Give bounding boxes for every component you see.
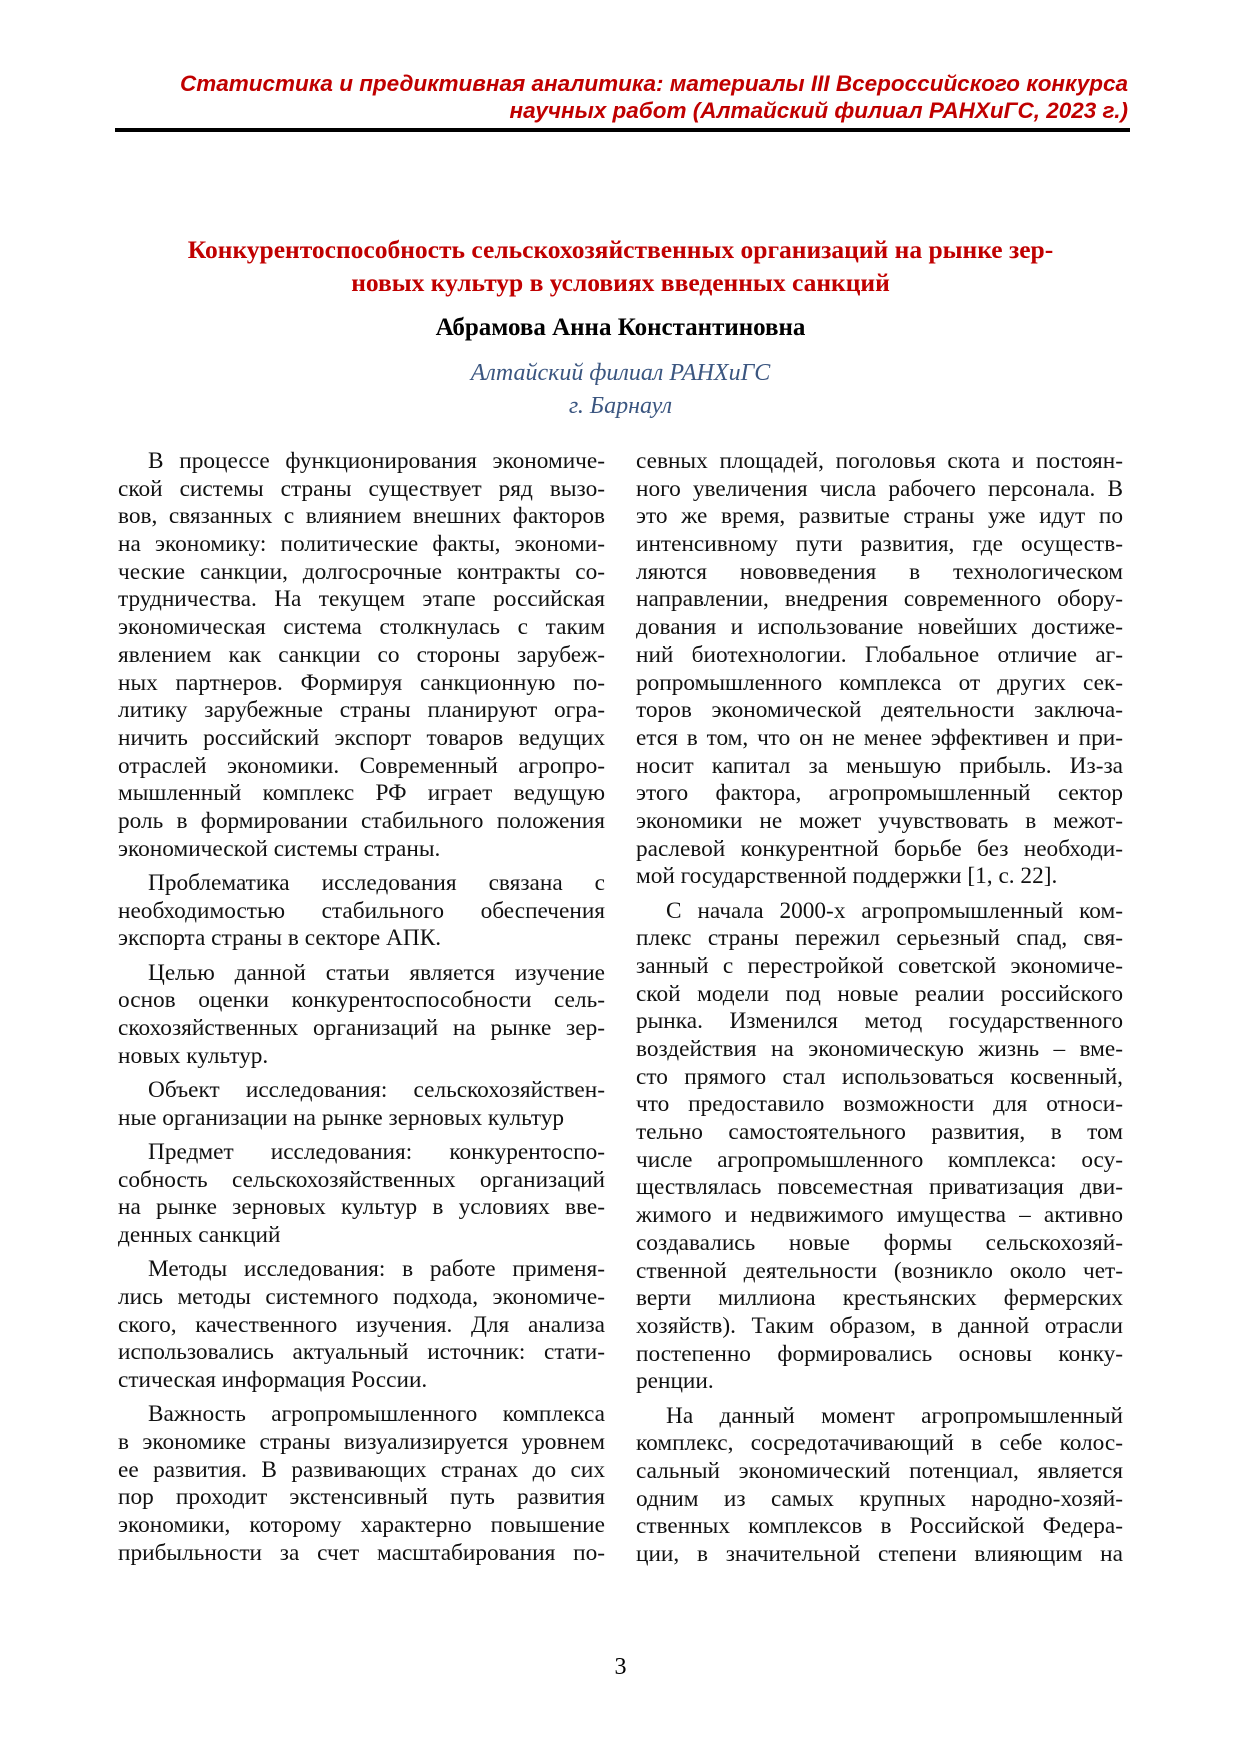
text-line: создавались новые формы сельскохозяй- [636, 1229, 1123, 1256]
text-line: ний биотехнологии. Глобальное отличие аг- [636, 641, 1123, 668]
text-line: собность сельскохозяйственных организаций [118, 1166, 605, 1193]
text-line: ществлялась повсеместная приватизация дви- [636, 1174, 1123, 1201]
text-line: трудничества. На текущем этапе российская [118, 586, 605, 613]
text-line: севных площадей, поголовья скота и постоян- [636, 448, 1123, 474]
text-line: С начала 2000-х агропромышленный ком- [666, 897, 1123, 924]
text-line: роль в формировании стабильного положения [118, 807, 605, 834]
text-line: Целью данной статьи является изучение [148, 959, 605, 986]
text-line: экономической системы страны. [118, 835, 441, 862]
article-title-line-1: Конкурентоспособность сельскохозяйственных организаций на рынке зер- [187, 235, 1054, 264]
text-line: ется в том, что он не менее эффективен и при- [636, 724, 1123, 751]
text-line: плекс страны пережил серьезный спад, свя- [636, 925, 1123, 952]
text-line: Предмет исследования: конкурентоспо- [148, 1138, 605, 1165]
text-line: что предоставило возможности для относи- [636, 1091, 1123, 1118]
text-line: на экономику: политические факты, экономи- [118, 531, 605, 558]
text-line: ственных комплексов в Российской Федера- [636, 1513, 1123, 1540]
text-line: рынка. Изменился метод государственного [636, 1008, 1123, 1035]
text-line: ного увеличения числа рабочего персонала. В [636, 475, 1123, 502]
text-line: Методы исследования: в работе применя- [148, 1256, 605, 1283]
paragraph [118, 960, 605, 1071]
paragraph [636, 448, 1123, 891]
text-line: литику зарубежные страны планируют огра- [118, 697, 605, 724]
text-line: мышленный комплекс РФ играет ведущую [118, 780, 605, 807]
text-line: Объект исследования: сельскохозяйствен- [148, 1076, 605, 1103]
text-line: ные организации на рынке зерновых культур [118, 1104, 565, 1131]
text-line: ческие санкции, долгосрочные контракты со- [118, 558, 605, 585]
text-line: ее развития. В развивающих странах до сих [118, 1456, 605, 1483]
author-name: Абрамова Анна Константиновна [435, 314, 806, 341]
text-line: На данный момент агропромышленный [666, 1402, 1123, 1429]
text-line: торов экономической деятельности заключа- [636, 697, 1123, 724]
text-line: занный с перестройкой советской экономиче- [636, 952, 1123, 979]
text-line: вов, связанных с влиянием внешних факторов [118, 503, 605, 530]
text-line: числе агропромышленного комплекса: осу- [636, 1146, 1123, 1173]
text-line: комплекс, сосредотачивающий в себе колос- [636, 1430, 1123, 1457]
text-line: постепенно формировались основы конку- [636, 1340, 1123, 1367]
text-line: В процессе функционирования экономиче- [148, 448, 605, 474]
text-line: этого фактора, агропромышленный сектор [636, 780, 1123, 807]
text-line: ничить российский экспорт товаров ведущих [118, 724, 605, 751]
paragraph [118, 870, 605, 953]
text-line: отраслей экономики. Современный агропро- [118, 752, 605, 779]
paragraph [118, 1077, 605, 1132]
body-column-right [636, 448, 1123, 1575]
text-line: на рынке зерновых культур в условиях вве- [118, 1194, 605, 1221]
text-line: Проблематика исследования связана с [148, 869, 605, 896]
paragraph [118, 1401, 605, 1567]
text-line: основ оценки конкурентоспособности сель- [118, 987, 605, 1014]
text-line: верти миллиона крестьянских фермерских [636, 1285, 1123, 1312]
text-line: денных санкций [118, 1221, 281, 1248]
text-line: ренции. [636, 1368, 714, 1395]
text-line: носит капитал за меньшую прибыль. Из-за [636, 752, 1123, 779]
affiliation: Алтайский филиал РАНХиГС [470, 360, 771, 386]
text-line: сальный экономический потенциал, является [636, 1457, 1123, 1484]
text-line: дования и использование новейших достиже- [636, 614, 1123, 641]
text-line: ции, в значительной степени влияющим на [636, 1541, 1123, 1567]
affiliation-block [0, 357, 1241, 423]
page-number: 3 [614, 1654, 627, 1680]
text-line: новых культур. [118, 1042, 269, 1069]
running-head-line-2: научных работ (Алтайский филиал РАНХиГС, 2023 г.) [509, 98, 1128, 123]
text-line: экономическая система столкнулась с таким [118, 614, 605, 641]
text-line: пор проходит экстенсивный путь развития [118, 1484, 605, 1511]
text-line: использовались актуальный источник: стати- [118, 1339, 605, 1366]
paragraph [118, 448, 605, 863]
header-rule [115, 128, 1130, 132]
text-line: Важность агропромышленного комплекса [148, 1401, 605, 1428]
city: г. Барнаул [568, 393, 673, 419]
text-line: тельно самостоятельного развития, в том [636, 1119, 1123, 1146]
text-line: необходимостью стабильного обеспечения [118, 897, 605, 924]
text-line: направлении, внедрения современного обору- [636, 586, 1123, 613]
text-line: воздействия на экономическую жизнь – вме- [636, 1036, 1123, 1063]
text-line: стическая информация России. [118, 1366, 428, 1393]
running-head-line-1: Статистика и предиктивная аналитика: материалы III Всероссийского конкурса [179, 71, 1128, 96]
text-line: экономики не может учувствовать в межот- [636, 807, 1123, 834]
text-line: скохозяйственных организаций на рынке зер- [118, 1014, 605, 1041]
text-line: ственной деятельности (возникло около чет- [636, 1257, 1123, 1284]
text-line: это же время, развитые страны уже идут по [636, 503, 1123, 530]
text-line: явлением как санкции со стороны зарубеж- [118, 641, 605, 668]
text-line: экспорта страны в секторе АПК. [118, 925, 442, 952]
text-line: ской системы страны существует ряд вызо- [118, 475, 605, 502]
text-line: экономики, которому характерно повышение [118, 1512, 605, 1538]
paragraph [118, 1256, 605, 1394]
running-head [115, 70, 1128, 124]
article-title-line-2: новых культур в условиях введенных санкций [351, 268, 890, 297]
text-line: ных партнеров. Формируя санкционную по- [118, 669, 605, 696]
text-line: мой государственной поддержки [1, с. 22]. [636, 863, 1058, 890]
paragraph [636, 1403, 1123, 1569]
text-line: ропромышленного комплекса от других сек- [636, 669, 1123, 696]
body-column-left [118, 448, 605, 1574]
text-line: лись методы системного подхода, экономиче- [118, 1283, 605, 1310]
text-line: хозяйств). Таким образом, в данной отрасли [636, 1312, 1123, 1339]
paragraph [636, 898, 1123, 1396]
text-line: ского, качественного изучения. Для анализа [118, 1311, 605, 1338]
paragraph [118, 1139, 605, 1250]
text-line: одним из самых крупных народно-хозяй- [636, 1485, 1123, 1512]
text-line: раслевой конкурентной борьбе без необходи- [636, 835, 1123, 862]
text-line: жимого и недвижимого имущества – активно [636, 1202, 1123, 1229]
text-line: сто прямого стал использоваться косвенный, [636, 1063, 1123, 1090]
article-title [110, 233, 1131, 299]
text-line: интенсивному пути развития, где осуществ- [636, 531, 1123, 558]
text-line: ской модели под новые реалии российского [636, 980, 1123, 1007]
text-line: в экономике страны визуализируется уровнем [118, 1428, 605, 1455]
text-line: прибыльности за счет масштабирования по- [118, 1539, 605, 1566]
text-line: ляются нововведения в технологическом [636, 558, 1123, 585]
